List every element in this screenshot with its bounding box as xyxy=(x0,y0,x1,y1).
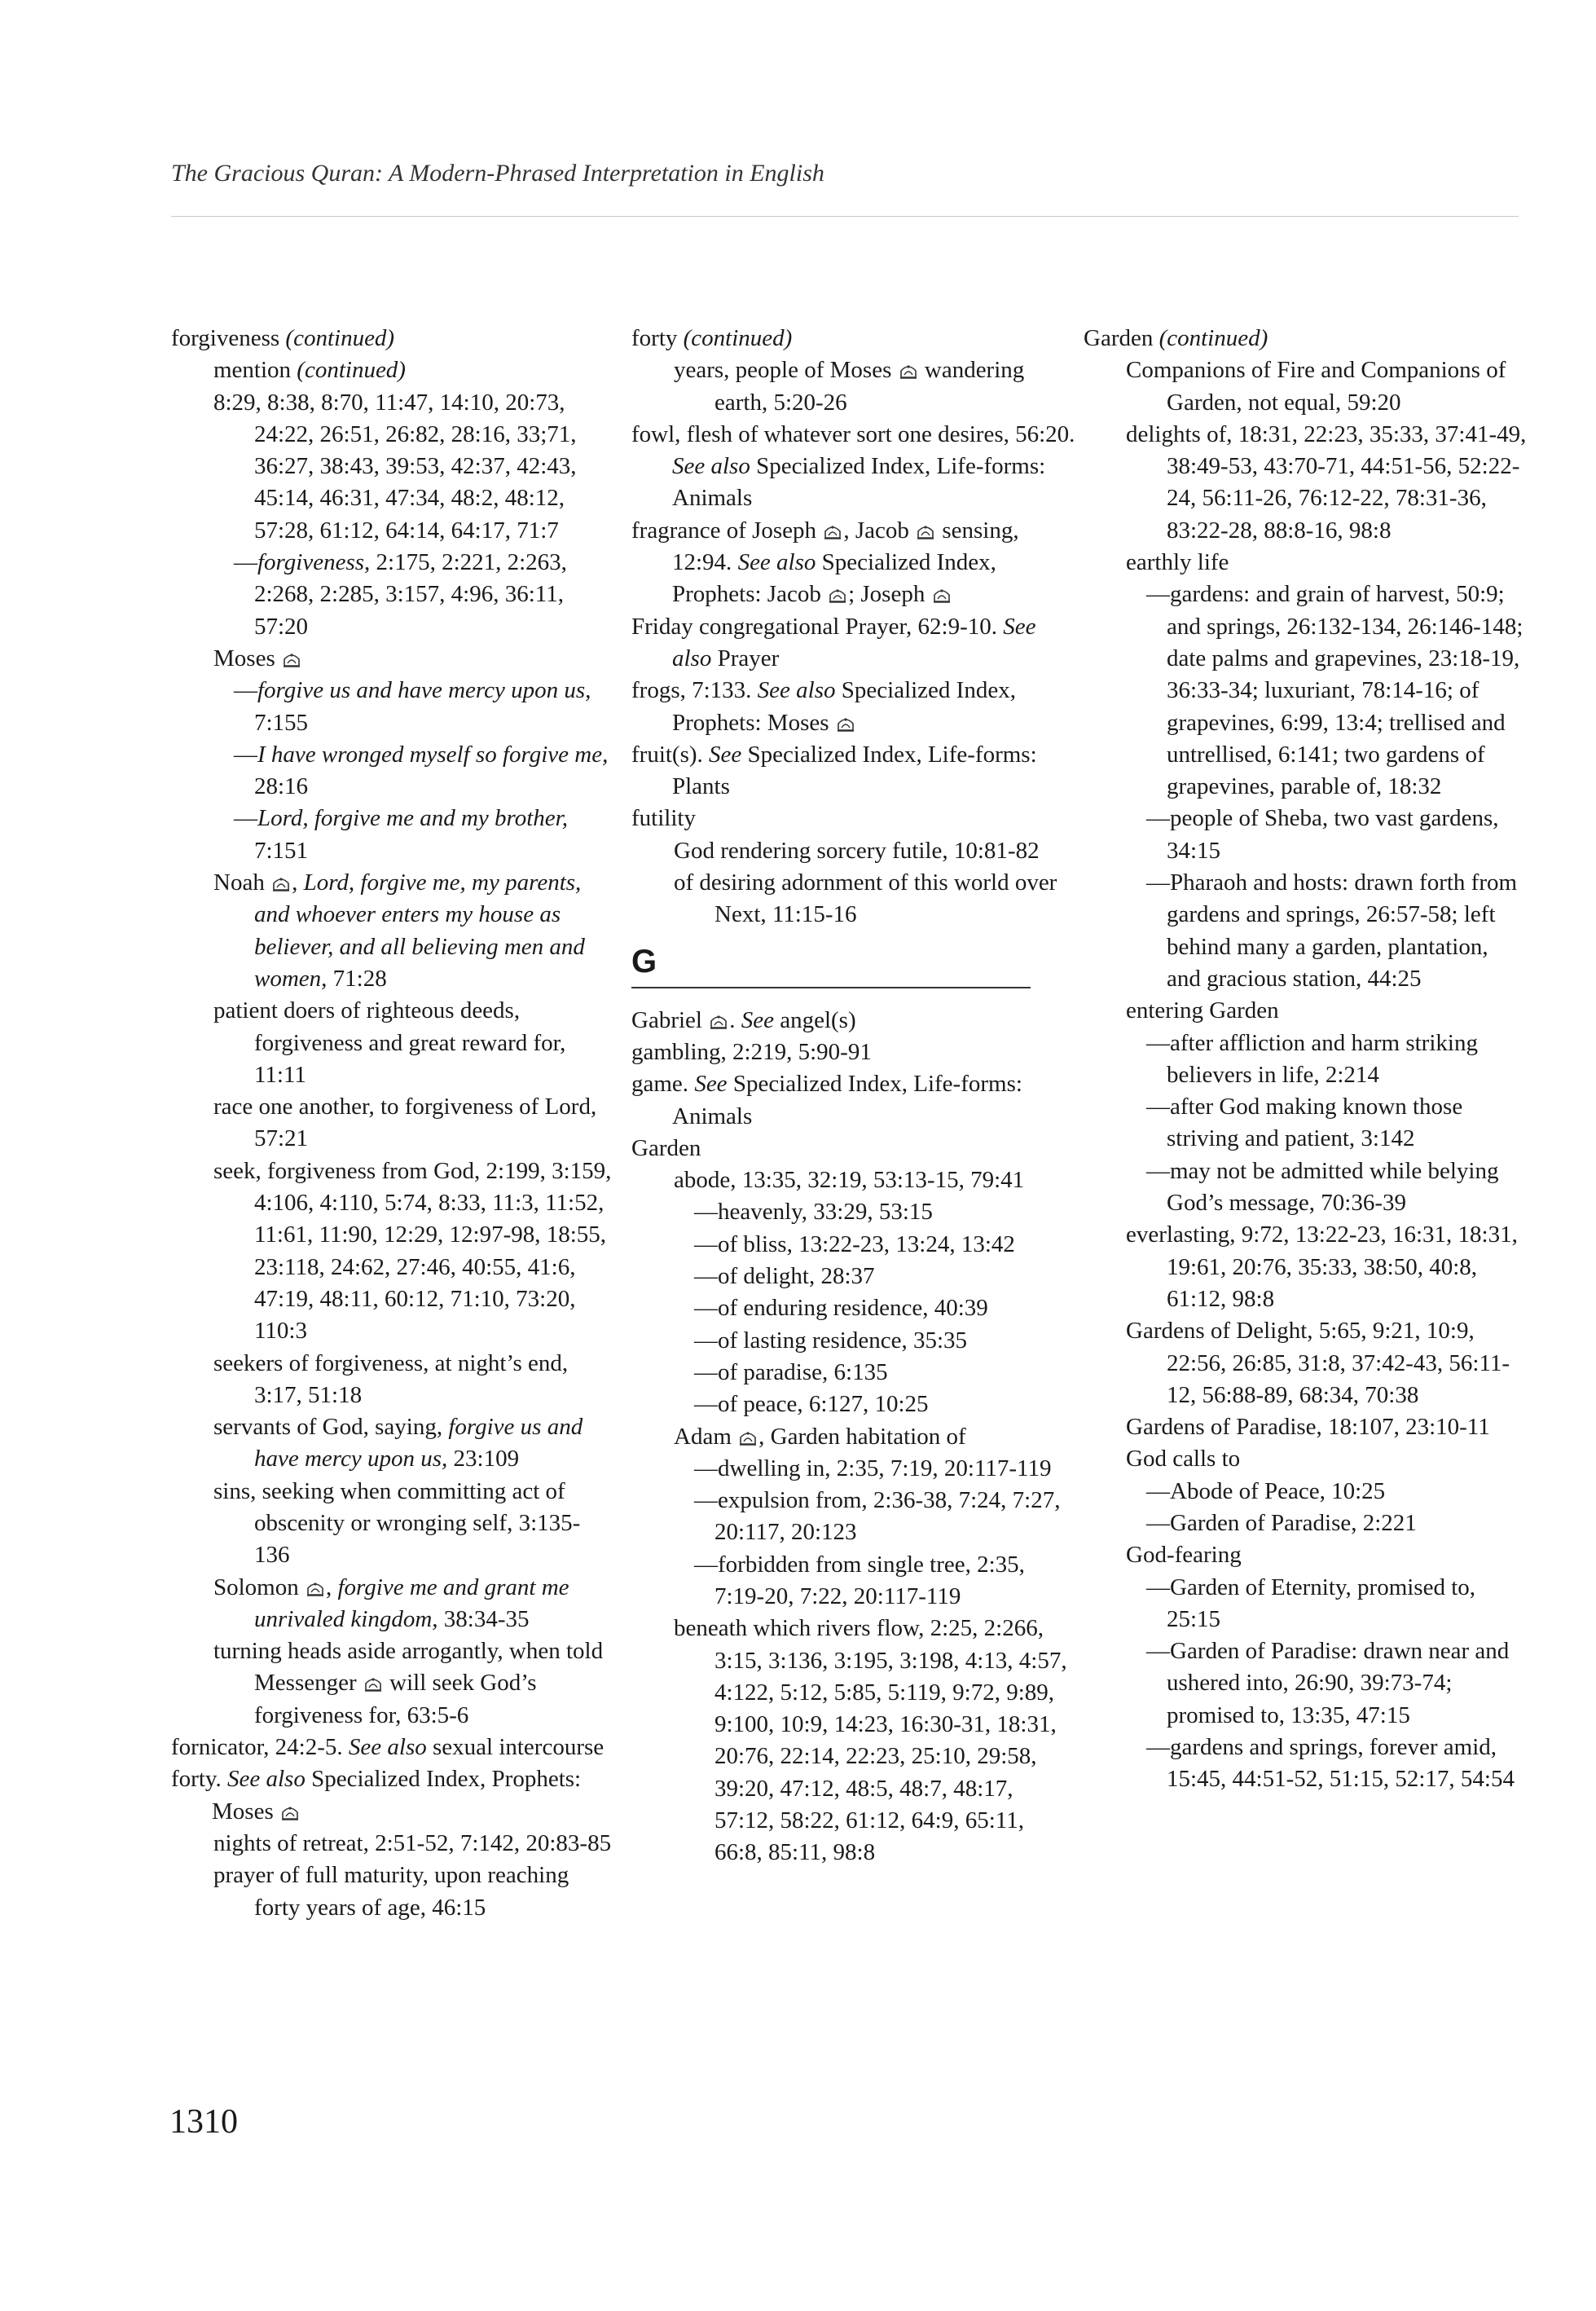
index-entry-text: fragrance of Joseph xyxy=(631,517,823,544)
index-entry-text: —Garden of Paradise, 2:221 xyxy=(1146,1509,1417,1536)
index-entry-text: —Garden of Eternity, promised to, 25:15 xyxy=(1146,1574,1476,1632)
index-entry-text: — xyxy=(234,549,257,576)
index-entry-text: seek, forgiveness from God, 2:199, 3:159, 4:106, 4:110, 5:74, 8:33, 11:3, 11:52, 11:61, 11:90, 12:29, 12:97-98, 18:55, 23:118, 24:62, 27:46, 40:55, 41:6, 47:19, 48:11, 60:12, 71:10, 73:20, 110:3 xyxy=(213,1157,612,1345)
index-entry-italic-text: I have wronged myself so forgive me, xyxy=(257,741,609,768)
index-entry-text: —Pharaoh and hosts: drawn forth from gardens and springs, 26:57-58; left behind many a garden, plantation, and gracious station, 44:25 xyxy=(1146,869,1518,992)
index-entry xyxy=(631,1549,1075,1613)
index-entry-italic-text: See also xyxy=(672,613,1036,671)
index-entry xyxy=(171,739,615,803)
index-entry xyxy=(171,1348,615,1412)
index-entry xyxy=(631,835,1075,867)
index-entry xyxy=(171,803,615,867)
index-column-2 xyxy=(631,323,1075,1869)
index-entry-text: —may not be admitted while belying God’s message, 70:36-39 xyxy=(1146,1157,1499,1217)
index-entry-text: 23:109 xyxy=(447,1446,520,1472)
index-entry xyxy=(631,1037,1075,1068)
index-entry-text: 28:16 xyxy=(254,773,309,800)
index-entry-text: frogs, 7:133. xyxy=(631,677,758,704)
index-entry-text: sensing, 12:94. xyxy=(672,517,1019,576)
honorific-seal-icon xyxy=(827,585,848,605)
index-entry-italic-text: See also xyxy=(348,1734,427,1761)
index-entry-text: wandering earth, 5:20-26 xyxy=(714,357,1025,416)
index-entry xyxy=(1084,1411,1528,1443)
index-entry xyxy=(1084,1219,1528,1315)
index-entry xyxy=(631,1164,1075,1196)
index-entry xyxy=(171,675,615,739)
index-entry-text: nights of retreat, 2:51-52, 7:142, 20:83-85 xyxy=(213,1829,612,1856)
index-entry-italic-text: forgive me and grant me unrivaled kingdom, xyxy=(254,1574,569,1632)
index-entry-text: will seek God’s forgiveness for, 63:5-6 xyxy=(254,1670,537,1728)
index-entry xyxy=(631,1005,1075,1037)
index-entry-italic-text: See also xyxy=(737,549,816,576)
index-entry-text: years, people of Moses xyxy=(674,357,898,384)
index-entry-text: futility xyxy=(631,805,696,832)
index-entry-text: — xyxy=(234,805,257,832)
index-entry xyxy=(631,1325,1075,1357)
index-entry xyxy=(1084,1539,1528,1571)
index-entry-italic-text: See xyxy=(741,1006,774,1033)
index-entry-text: —of bliss, 13:22-23, 13:24, 13:42 xyxy=(694,1230,1015,1257)
index-entry-text: 8:29, 8:38, 8:70, 11:47, 14:10, 20:73, 24:22, 26:51, 26:82, 28:16, 33;71, 36:27, 38:43, 39:53, 42:37, 42:43, 45:14, 46:31, 47:34, 48:2, 48:12, 57:28, 61:12, 64:14, 64:17, 71:7 xyxy=(213,389,577,544)
index-entry-italic-text: See also xyxy=(227,1766,306,1793)
index-entry-text: earthly life xyxy=(1126,549,1229,576)
index-entry-text: race one another, to forgiveness of Lord, 57:21 xyxy=(213,1094,597,1152)
honorific-seal-icon xyxy=(281,649,302,669)
index-entry xyxy=(171,1091,615,1156)
index-entry xyxy=(631,867,1075,931)
index-entry-italic-text: forgiveness xyxy=(257,549,365,576)
index-entry xyxy=(1084,579,1528,803)
index-entry-italic-text: See also xyxy=(757,677,836,704)
index-entry-text: Gabriel xyxy=(631,1006,709,1033)
index-entry-italic-text: Lord, forgive me and my brother, xyxy=(257,805,568,832)
index-entry-italic-text: (continued) xyxy=(297,357,406,384)
index-entry-text: Noah xyxy=(213,869,271,896)
index-entry xyxy=(1084,1443,1528,1475)
index-entry-text: , Garden habitation of xyxy=(758,1423,966,1450)
index-entry-text: Garden xyxy=(1084,325,1159,351)
index-entry-text: turning heads aside arrogantly, when told Messenger xyxy=(213,1638,604,1697)
honorific-seal-icon xyxy=(305,1578,326,1598)
section-letter: G xyxy=(631,943,1031,988)
page-number: 1310 xyxy=(169,2103,238,2141)
index-entry-text: abode, 13:35, 32:19, 53:13-15, 79:41 xyxy=(674,1167,1025,1194)
index-entry-text: —after God making known those striving and patient, 3:142 xyxy=(1146,1094,1463,1152)
index-entry xyxy=(171,1411,615,1476)
honorific-seal-icon xyxy=(708,1011,729,1031)
index-entry xyxy=(631,739,1075,803)
index-entry-text: fornicator, 24:2-5. xyxy=(171,1734,349,1761)
index-entry xyxy=(631,675,1075,739)
index-entry-text: prayer of full maturity, upon reaching forty years of age, 46:15 xyxy=(213,1862,569,1921)
honorific-seal-icon xyxy=(931,585,952,605)
index-entry xyxy=(171,643,615,675)
index-entry-text: , Jacob xyxy=(843,517,916,544)
index-entry xyxy=(1084,1508,1528,1539)
index-entry-text: mention xyxy=(213,357,297,384)
index-entry xyxy=(631,1229,1075,1261)
index-entry-text: patient doers of righteous deeds, forgiveness and great reward for, 11:11 xyxy=(213,997,566,1088)
index-entry-text: beneath which rivers flow, 2:25, 2:266, 3:15, 3:136, 3:195, 3:198, 4:13, 4:57, 4:122, 5:12, 5:85, 5:119, 9:72, 9:89, 9:100, 10:9, 14:23, 16:30-31, 18:31, 20:76, 22:14, 22:23, 25:10, 29:58, 39:20, 47:12, 48:5, 48:7, 48:17, 57:12, 58:22, 61:12, 64:9, 65:11, 66:8, 85:11, 98:8 xyxy=(674,1615,1067,1866)
index-entry-text: —of lasting residence, 35:35 xyxy=(694,1327,968,1354)
index-entry-text: Specialized Index, Prophets: Moses xyxy=(672,677,1016,736)
index-entry xyxy=(631,1261,1075,1292)
index-entry-text: seekers of forgiveness, at night’s end, 3:17, 51:18 xyxy=(213,1349,569,1408)
index-entry-text: everlasting, 9:72, 13:22-23, 16:31, 18:31, 19:61, 20:76, 35:33, 38:50, 40:8, 61:12, 98:8 xyxy=(1126,1222,1518,1312)
index-entry xyxy=(171,995,615,1091)
index-entry-text: , 2:175, 2:221, 2:263, 2:268, 2:285, 3:157, 4:96, 36:11, 57:20 xyxy=(254,549,567,640)
index-entry-text: 71:28 xyxy=(327,965,387,992)
honorific-seal-icon xyxy=(898,361,919,381)
index-entry xyxy=(1084,1476,1528,1508)
index-entry xyxy=(171,1828,615,1860)
index-entry xyxy=(631,323,1075,354)
index-entry-text: —expulsion from, 2:36-38, 7:24, 7:27, 20:117, 20:123 xyxy=(694,1487,1061,1546)
index-entry xyxy=(1084,1732,1528,1796)
index-entry-text: 38:34-35 xyxy=(437,1605,530,1632)
index-entry xyxy=(631,1389,1075,1420)
index-entry-text: Specialized Index, Prophets: Moses xyxy=(212,1766,582,1825)
index-entry-text: 7:155 xyxy=(254,709,309,736)
index-entry xyxy=(1084,803,1528,867)
index-entry-text: God-fearing xyxy=(1126,1542,1242,1569)
index-entry xyxy=(631,419,1075,515)
index-entry-text: sexual intercourse xyxy=(426,1734,605,1761)
index-entry-text: delights of, 18:31, 22:23, 35:33, 37:41-49, 38:49-53, 43:70-71, 44:51-56, 52:22-24, 56:11-26, 76:12-22, 78:31-36, 83:22-28, 88:8-16, 98:8 xyxy=(1126,420,1527,544)
index-entry-text: entering Garden xyxy=(1126,997,1279,1024)
index-entry-text: —gardens: and grain of harvest, 50:9; and springs, 26:132-134, 26:146-148; date palms and grapevines, 23:18-19, 36:33-34; luxuriant, 78:14-16; of grapevines, 6:99, 13:4; trellised and untrellised, 6:141; two gardens of grapevines, parable of, 18:32 xyxy=(1146,581,1523,800)
index-entry-text: game. xyxy=(631,1071,695,1098)
index-entry-italic-text: (continued) xyxy=(285,325,395,351)
index-entry-text: —forbidden from single tree, 2:35, 7:19-20, 7:22, 20:117-119 xyxy=(694,1551,1025,1609)
index-entry-text: 7:151 xyxy=(254,837,309,864)
index-entry xyxy=(171,1572,615,1636)
honorific-seal-icon xyxy=(835,714,856,733)
index-entry xyxy=(1084,995,1528,1027)
index-entry-text: sins, seeking when committing act of obscenity or wronging self, 3:135-136 xyxy=(213,1477,581,1569)
header-rule xyxy=(171,216,1519,217)
index-entry-italic-text: See xyxy=(709,741,742,768)
index-entry-text: of desiring adornment of this world over Next, 11:15-16 xyxy=(674,869,1057,928)
honorific-seal-icon xyxy=(279,1803,301,1822)
index-entry-text: fowl, flesh of whatever sort one desires, 56:20. xyxy=(631,420,1075,447)
index-entry xyxy=(1084,1091,1528,1156)
index-entry-text: —Abode of Peace, 10:25 xyxy=(1146,1477,1386,1504)
index-entry-text: —of delight, 28:37 xyxy=(694,1263,875,1290)
index-entry-text: Friday congregational Prayer, 62:9-10. xyxy=(631,613,1004,640)
index-entry-italic-text: See also xyxy=(672,453,750,480)
index-entry-text: gambling, 2:219, 5:90-91 xyxy=(631,1038,872,1065)
index-entry xyxy=(631,1453,1075,1485)
index-entry-text: , xyxy=(292,869,304,896)
index-entry xyxy=(631,1613,1075,1869)
honorific-seal-icon xyxy=(822,522,843,541)
index-entry xyxy=(171,1476,615,1572)
index-entry xyxy=(171,547,615,643)
index-entry-text: . xyxy=(729,1006,741,1033)
index-entry-text: forty. xyxy=(171,1766,227,1793)
index-entry xyxy=(631,1292,1075,1324)
index-entry xyxy=(1084,547,1528,579)
index-entry xyxy=(171,1635,615,1732)
index-entry-text: Solomon xyxy=(213,1574,305,1600)
honorific-seal-icon xyxy=(270,874,292,893)
index-entry-text: Specialized Index, Prophets: Jacob xyxy=(672,549,996,608)
index-entry-text: —after affliction and harm striking believers in life, 2:214 xyxy=(1146,1029,1478,1088)
index-entry xyxy=(1084,419,1528,547)
index-entry xyxy=(631,611,1075,676)
index-entry xyxy=(171,1732,615,1763)
index-entry xyxy=(1084,354,1528,419)
index-entry-text: forty xyxy=(631,325,684,351)
index-entry-text: —of peace, 6:127, 10:25 xyxy=(694,1391,929,1418)
index-entry-italic-text: forgive us and have mercy upon us, xyxy=(254,1414,583,1472)
index-entry xyxy=(171,323,615,354)
index-entry xyxy=(631,1357,1075,1389)
index-column-3 xyxy=(1084,323,1528,1796)
index-entry xyxy=(171,387,615,547)
index-entry-text: angel(s) xyxy=(773,1006,856,1033)
index-entry xyxy=(171,1763,615,1828)
index-entry-text: servants of God, saying, xyxy=(213,1414,449,1441)
index-entry-text: ; Joseph xyxy=(848,581,931,608)
index-entry-text: , xyxy=(326,1574,338,1600)
index-entry-text: Specialized Index, Life-forms: Animals xyxy=(672,453,1046,512)
index-entry xyxy=(1084,1572,1528,1636)
honorific-seal-icon xyxy=(737,1428,758,1447)
index-entry-text: —of enduring residence, 40:39 xyxy=(694,1295,988,1322)
index-entry xyxy=(1084,323,1528,354)
index-entry xyxy=(1084,1635,1528,1732)
index-entry xyxy=(631,803,1075,834)
index-entry-text: fruit(s). xyxy=(631,741,710,768)
index-entry xyxy=(631,515,1075,611)
index-entry-text: Gardens of Paradise, 18:107, 23:10-11 xyxy=(1126,1414,1490,1441)
index-entry xyxy=(631,1421,1075,1453)
index-entry xyxy=(631,354,1075,419)
index-entry-text: Moses xyxy=(213,645,281,671)
index-entry-text: Gardens of Delight, 5:65, 9:21, 10:9, 22:56, 26:85, 31:8, 37:42-43, 56:11-12, 56:88-89, 68:34, 70:38 xyxy=(1126,1318,1510,1408)
index-entry xyxy=(171,867,615,995)
index-entry-text: —heavenly, 33:29, 53:15 xyxy=(694,1199,933,1226)
index-column-1 xyxy=(171,323,615,1924)
index-entry xyxy=(1084,1028,1528,1092)
index-entry-text: Companions of Fire and Companions of Garden, not equal, 59:20 xyxy=(1126,357,1506,416)
index-entry-text: — xyxy=(234,677,257,704)
index-entry-text: Specialized Index, Life-forms: Plants xyxy=(672,741,1037,800)
index-entry-italic-text: Lord, forgive me, my parents, and whoever enters my house as believer, and all believing men and women, xyxy=(254,869,585,992)
index-entry-text: Garden xyxy=(631,1134,701,1161)
index-entry xyxy=(171,1860,615,1924)
index-entry xyxy=(631,1196,1075,1228)
index-entry-text: Adam xyxy=(674,1423,738,1450)
index-entry-text: God calls to xyxy=(1126,1446,1241,1472)
index-entry xyxy=(1084,1315,1528,1411)
index-entry-text: —Garden of Paradise: drawn near and ushered into, 26:90, 39:73-74; promised to, 13:35, 47:15 xyxy=(1146,1638,1510,1728)
index-entry xyxy=(631,1068,1075,1133)
index-entry xyxy=(631,1485,1075,1549)
index-entry-text: — xyxy=(234,741,257,768)
index-entry xyxy=(1084,867,1528,995)
index-entry-text: forgiveness xyxy=(171,325,286,351)
index-entry-text: Prayer xyxy=(711,645,780,671)
running-head: The Gracious Quran: A Modern-Phrased Interpretation in English xyxy=(171,160,824,187)
index-entry-text: God rendering sorcery futile, 10:81-82 xyxy=(674,837,1040,864)
honorific-seal-icon xyxy=(363,1674,384,1693)
index-entry-italic-text: forgive us and have mercy upon us, xyxy=(257,677,591,704)
index-entry-italic-text: See xyxy=(694,1071,728,1098)
index-entry-italic-text: (continued) xyxy=(683,325,793,351)
index-entry xyxy=(171,1156,615,1348)
index-entry-text: —gardens and springs, forever amid, 15:45, 44:51-52, 51:15, 52:17, 54:54 xyxy=(1146,1734,1515,1793)
index-entry-text: —dwelling in, 2:35, 7:19, 20:117-119 xyxy=(694,1455,1052,1481)
index-entry-italic-text: (continued) xyxy=(1159,325,1268,351)
index-entry-text: —of paradise, 6:135 xyxy=(694,1358,888,1385)
index-entry xyxy=(171,354,615,386)
index-entry-text: —people of Sheba, two vast gardens, 34:15 xyxy=(1146,805,1499,864)
index-entry xyxy=(1084,1156,1528,1220)
honorific-seal-icon xyxy=(915,522,936,541)
index-entry xyxy=(631,1133,1075,1164)
index-entry-text: Specialized Index, Life-forms: Animals xyxy=(672,1071,1022,1129)
